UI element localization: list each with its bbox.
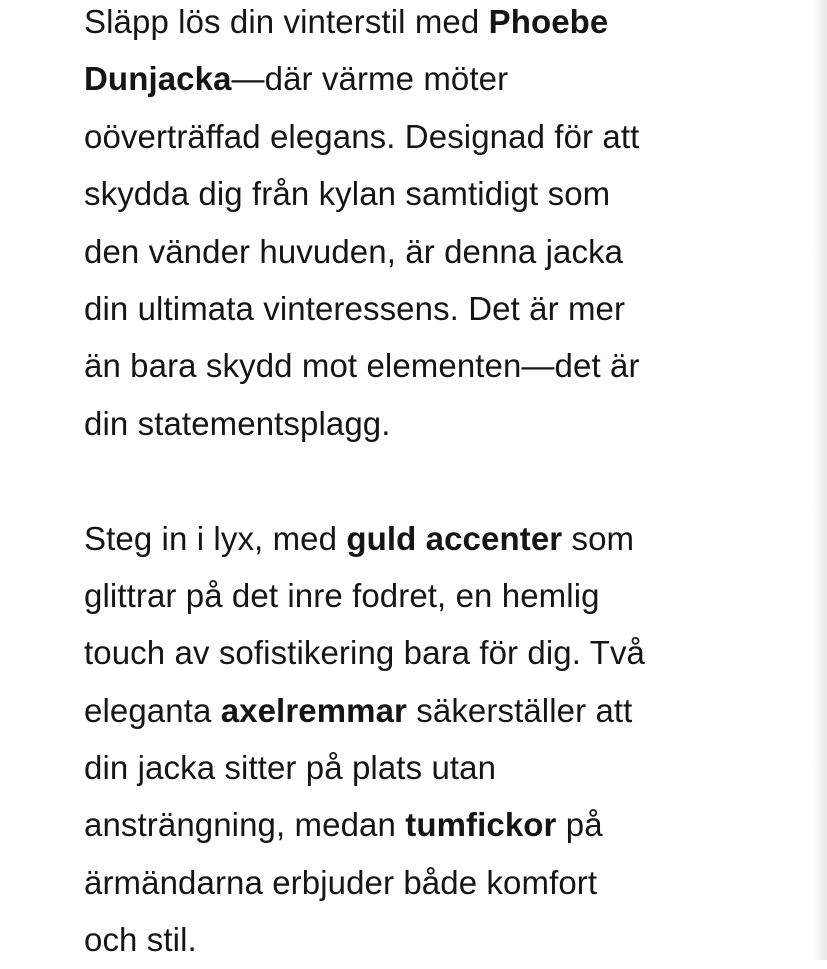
text-line	[84, 0, 744, 50]
text-line: din jacka sitter på plats utan	[84, 749, 497, 787]
text-line: än bara skydd mot elementen—det är	[84, 347, 640, 385]
text-run: Steg in i lyx, med	[84, 519, 347, 557]
product-name-bold: Dunjacka	[84, 60, 232, 98]
text-line	[84, 50, 744, 107]
paragraph-intro	[84, 0, 744, 452]
text-run: säkerställer att	[407, 691, 633, 729]
text-run: som	[562, 519, 635, 557]
product-name-bold: Phoebe	[488, 3, 609, 40]
feature-bold: axelremmar	[220, 691, 407, 729]
text-line: oöverträffad elegans. Designad för att	[84, 117, 640, 155]
text-line: din statementsplagg.	[84, 404, 391, 442]
text-line: och stil.	[84, 921, 197, 959]
text-run: ansträngning, medan	[84, 806, 406, 844]
text-line: din ultimata vinteressens. Det är mer	[84, 289, 626, 327]
text-run: —där värme möter	[231, 60, 509, 98]
product-description	[84, 0, 744, 969]
text-run: på	[556, 806, 603, 844]
text-line: skydda dig från kylan samtidigt som	[84, 175, 611, 213]
text-line	[84, 510, 744, 567]
page-edge-shadow	[813, 0, 827, 960]
text-run: eleganta	[84, 691, 221, 729]
text-line: den vänder huvuden, är denna jacka	[84, 232, 624, 270]
paragraph-features	[84, 510, 744, 969]
text-line: ärmändarna erbjuder både komfort	[84, 863, 598, 901]
feature-bold: tumfickor	[405, 806, 557, 844]
text-run: Släpp lös din vinterstil med	[84, 3, 489, 40]
text-line	[84, 682, 744, 739]
text-line: touch av sofistikering bara för dig. Två	[84, 634, 646, 672]
feature-bold: guld accenter	[346, 519, 563, 557]
text-line	[84, 796, 744, 853]
text-line: glittrar på det inre fodret, en hemlig	[84, 576, 600, 614]
paragraph-spacer	[84, 452, 744, 509]
